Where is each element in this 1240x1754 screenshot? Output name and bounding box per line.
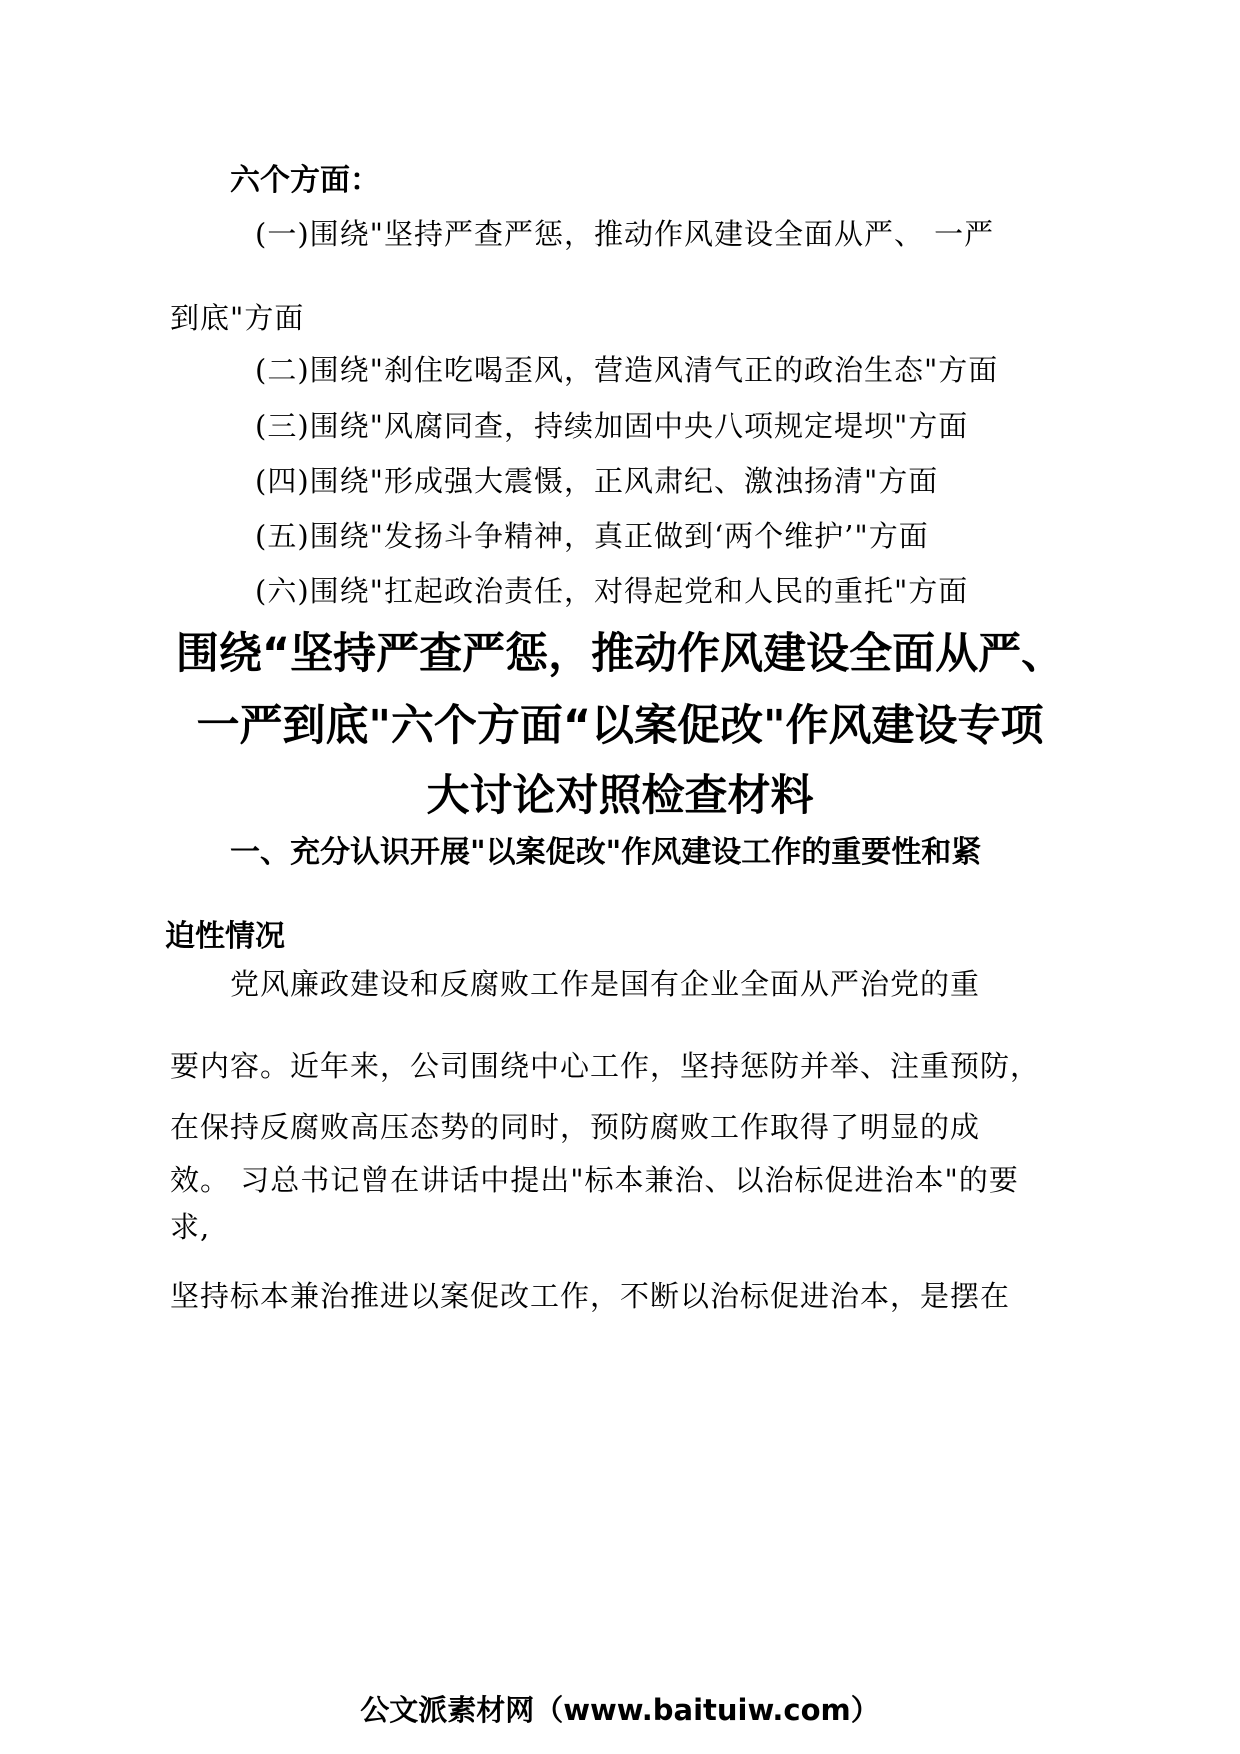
document-title-line-2: 一严到底"六个方面“以案促改"作风建设专项: [196, 701, 1044, 751]
paragraph-line-2: 要内容。近年来，公司围绕中心工作，坚持惩防并举、注重预防，: [170, 1049, 1041, 1083]
aspect-item-5: (五)围绕"发扬斗争精神，真正做到‘两个维护’"方面: [255, 519, 929, 553]
aspect-item-2: (二)围绕"刹住吃喝歪风，营造风清气正的政治生态"方面: [255, 353, 999, 387]
section-1-heading-line-1: 一、充分认识开展"以案促改"作风建设工作的重要性和紧: [230, 835, 982, 870]
paragraph-line-5: 求,: [170, 1210, 211, 1244]
aspect-item-6: (六)围绕"扛起政治责任，对得起党和人民的重托"方面: [255, 574, 969, 608]
paragraph-line-6: 坚持标本兼治推进以案促改工作，不断以治标促进治本，是摆在: [170, 1279, 1011, 1313]
document-title-line-1: 围绕“坚持严查严惩，推动作风建设全面从严、: [175, 629, 1065, 679]
document-title-line-3: 大讨论对照检查材料: [426, 771, 814, 821]
footer-watermark: 公文派素材网（www.baituiw.com）: [360, 1693, 880, 1727]
aspect-item-4: (四)围绕"形成强大震慑，正风肃纪、激浊扬清"方面: [255, 464, 939, 498]
paragraph-line-1: 党风廉政建设和反腐败工作是国有企业全面从严治党的重: [230, 967, 981, 1001]
paragraph-line-4: 效。 习总书记曾在讲话中提出"标本兼治、以治标促进治本"的要: [170, 1163, 1019, 1197]
paragraph-line-3: 在保持反腐败高压态势的同时，预防腐败工作取得了明显的成: [170, 1110, 981, 1144]
section-1-heading-line-2: 迫性情况: [165, 919, 285, 954]
aspect-item-3: (三)围绕"风腐同查，持续加固中央八项规定堤坝"方面: [255, 409, 969, 443]
aspect-item-1-line-1: (一)围绕"坚持严查严惩，推动作风建设全面从严、 一严: [255, 217, 995, 251]
aspect-item-1-line-2: 到底"方面: [170, 301, 305, 335]
six-aspects-heading: 六个方面：: [230, 163, 380, 198]
